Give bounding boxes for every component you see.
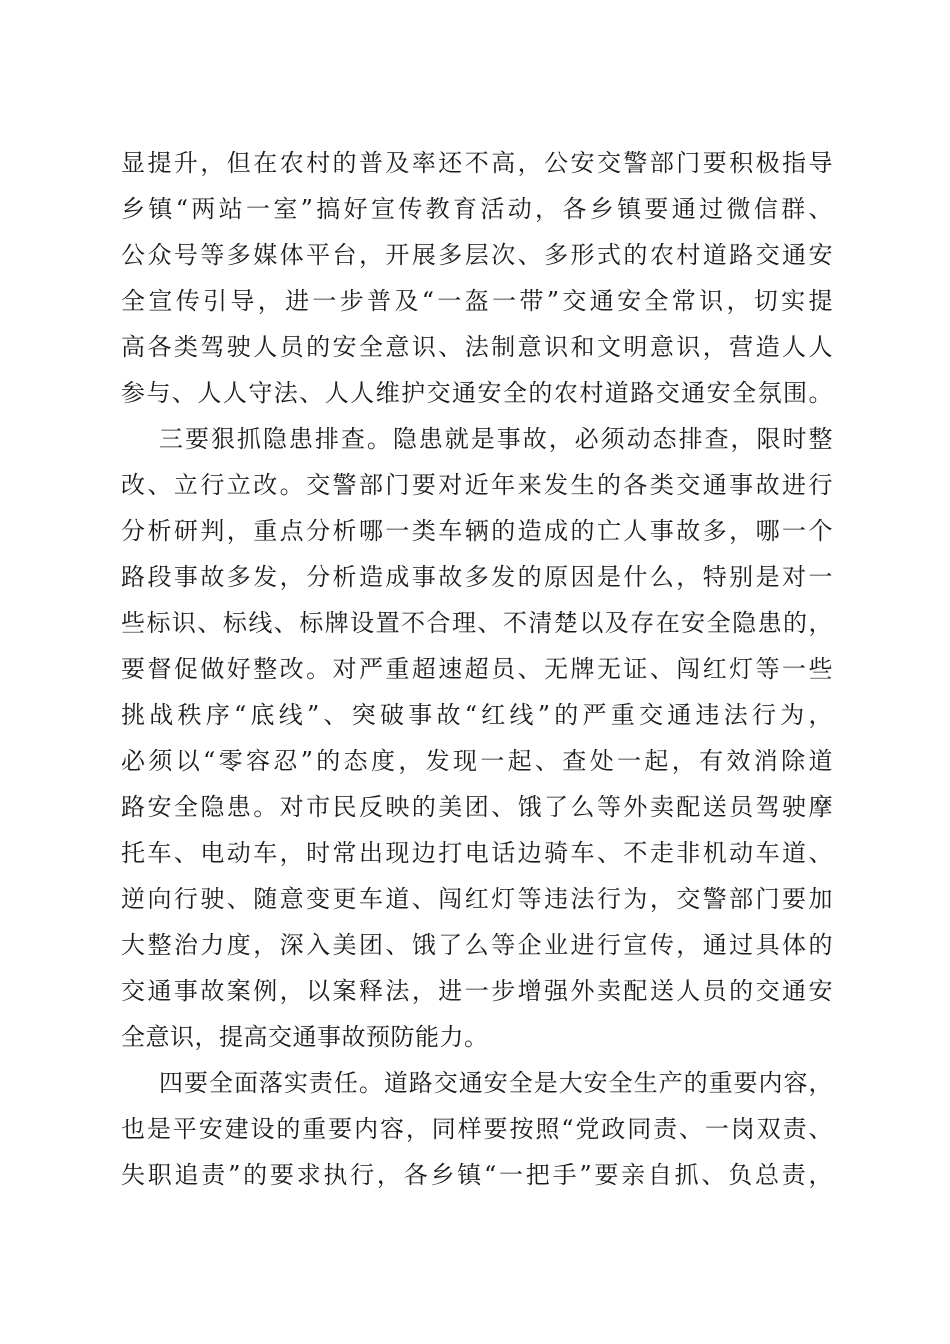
text-line: 乡镇“两站一室”搞好宣传教育活动，各乡镇要通过微信群、 <box>121 195 833 223</box>
paragraph-3 <box>121 1060 833 1198</box>
text-line: 大整治力度，深入美团、饿了么等企业进行宣传，通过具体的 <box>121 931 833 959</box>
text-line: 必须以“零容忍”的态度，发现一起、查处一起，有效消除道 <box>121 747 833 775</box>
text-line: 路安全隐患。对市民反映的美团、饿了么等外卖配送员驾驶摩 <box>121 793 833 821</box>
text-line: 些标识、标线、标牌设置不合理、不清楚以及存在安全隐患的， <box>121 609 833 637</box>
text-line: 要督促做好整改。对严重超速超员、无牌无证、闯红灯等一些 <box>121 655 833 683</box>
text-line: 交通事故案例，以案释法，进一步增强外卖配送人员的交通安 <box>121 977 833 1005</box>
paragraph-1 <box>121 140 833 416</box>
text-line: 参与、人人守法、人人维护交通安全的农村道路交通安全氛围。 <box>121 379 833 407</box>
text-line: 挑战秩序“底线”、突破事故“红线”的严重交通违法行为， <box>121 701 833 729</box>
text-line: 公众号等多媒体平台，开展多层次、多形式的农村道路交通安 <box>121 241 833 269</box>
text-line: 托车、电动车，时常出现边打电话边骑车、不走非机动车道、 <box>121 839 833 867</box>
text-line: 也是平安建设的重要内容，同样要按照“党政同责、一岗双责、 <box>121 1115 833 1143</box>
text-line: 全意识，提高交通事故预防能力。 <box>121 1023 489 1051</box>
text-line: 全宣传引导，进一步普及“一盔一带”交通安全常识，切实提 <box>121 287 833 315</box>
text-line: 改、立行立改。交警部门要对近年来发生的各类交通事故进行 <box>121 471 833 499</box>
text-line: 分析研判，重点分析哪一类车辆的造成的亡人事故多，哪一个 <box>121 517 833 545</box>
text-line: 路段事故多发，分析造成事故多发的原因是什么，特别是对一 <box>121 563 833 591</box>
document-body <box>121 140 833 1198</box>
text-line: 高各类驾驶人员的安全意识、法制意识和文明意识，营造人人 <box>121 333 833 361</box>
text-line: 失职追责”的要求执行，各乡镇“一把手”要亲自抓、负总责， <box>121 1161 833 1189</box>
text-line: 四要全面落实责任。道路交通安全是大安全生产的重要内容， <box>159 1069 833 1097</box>
text-line: 显提升，但在农村的普及率还不高，公安交警部门要积极指导 <box>121 149 833 177</box>
text-line: 逆向行驶、随意变更车道、闯红灯等违法行为，交警部门要加 <box>121 885 833 913</box>
paragraph-2 <box>121 416 833 1060</box>
text-line: 三要狠抓隐患排查。隐患就是事故，必须动态排查，限时整 <box>159 425 833 453</box>
